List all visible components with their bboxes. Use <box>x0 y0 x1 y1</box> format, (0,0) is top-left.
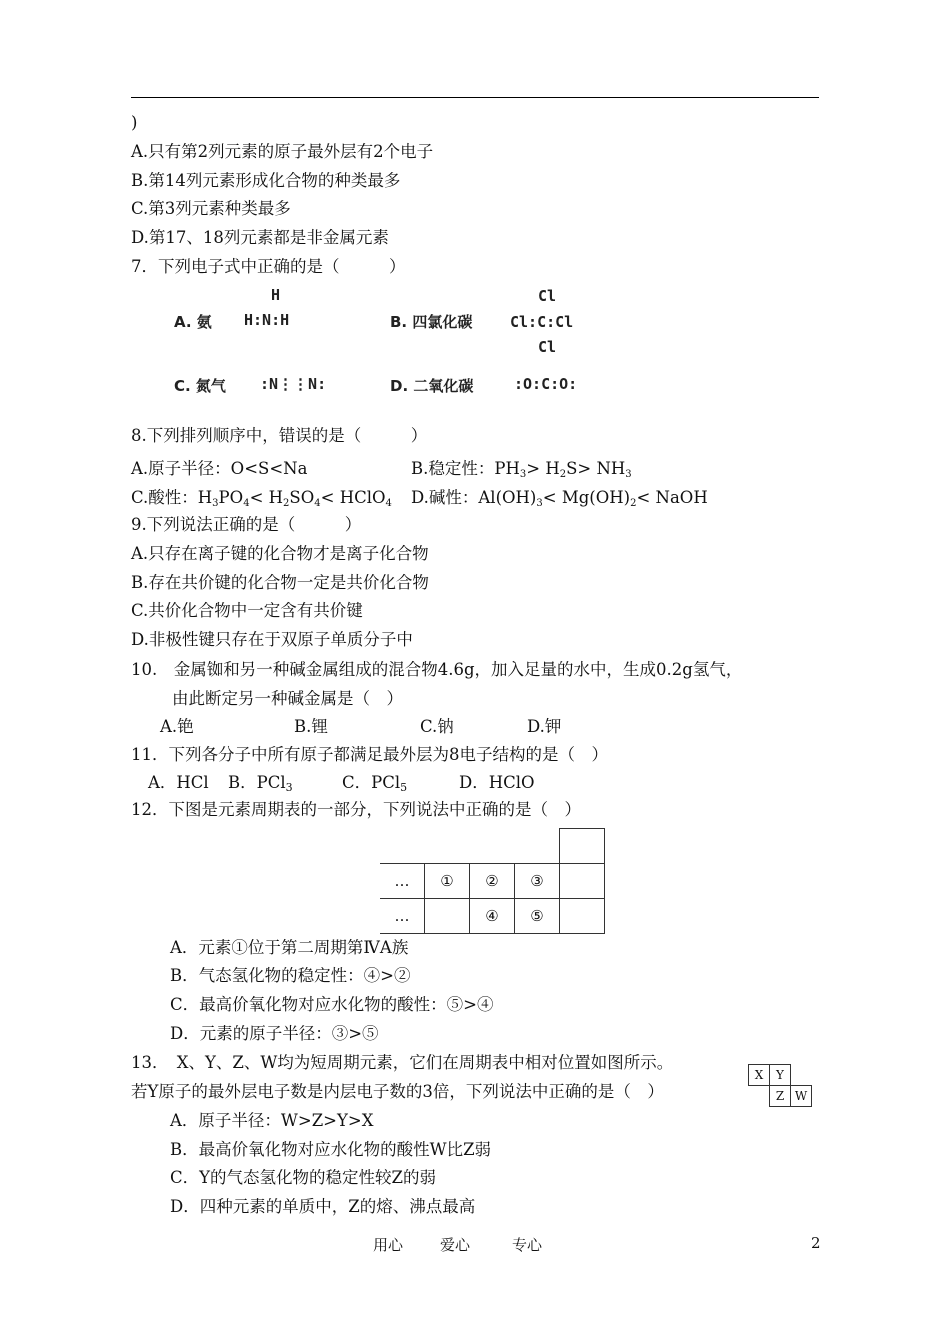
footer-text: 用心 <box>373 1236 404 1254</box>
fig-b-label: B. 四氯化碳 <box>390 313 473 331</box>
table-cell: X <box>749 1065 770 1086</box>
question-11: 11．下列各分子中所有原子都满足最外层为8电子结构的是（ ） <box>131 745 608 764</box>
option-a-q6: A.只有第2列元素的原子最外层有2个电子 <box>131 142 434 161</box>
table-cell: Z <box>770 1086 791 1107</box>
question-13: 13． X、Y、Z、W均为短周期元素，它们在周期表中相对位置如图所示。 <box>131 1053 674 1072</box>
text-line: ) <box>131 113 138 132</box>
option-c-q8: C.酸性：$H_3PO_4< H_2SO_4<$ HClO$_4$ <box>131 488 392 509</box>
fig-a-label: A. 氨 <box>174 313 212 331</box>
option-d-q12: D．元素的原子半径：③>⑤ <box>170 1024 379 1043</box>
question-10-cont: 由此断定另一种碱金属是（ ） <box>172 689 403 708</box>
fig-a-formula: H:N:H <box>244 311 290 329</box>
option-b-q9: B.存在共价键的化合物一定是共价化合物 <box>131 573 429 592</box>
table-cell: ⑤ <box>515 899 560 934</box>
table-cell <box>425 899 470 934</box>
option-d-q9: D.非极性键只存在于双原子单质分子中 <box>131 630 413 649</box>
option-c-q12: C．最高价氧化物对应水化物的酸性：⑤>④ <box>170 995 494 1014</box>
table-cell: W <box>791 1086 812 1107</box>
option-a-q12: A．元素①位于第二周期第ⅣA族 <box>170 938 409 957</box>
fig-b-top: Cl <box>538 287 557 305</box>
fig-d-formula: :O:C:O: <box>514 375 578 393</box>
table-cell <box>560 864 605 899</box>
option-d-q10: D.钾 <box>527 717 562 736</box>
question-12: 12．下图是元素周期表的一部分，下列说法中正确的是（ ） <box>131 800 581 819</box>
option-b-q11: B．PCl3 <box>228 773 293 794</box>
option-a-q9: A.只存在离子键的化合物才是离子化合物 <box>131 544 429 563</box>
option-a-q13: A．原子半径：W>Z>Y>X <box>170 1111 374 1130</box>
option-c-q6: C.第3列元素种类最多 <box>131 199 291 218</box>
table-cell: ④ <box>470 899 515 934</box>
xyzw-table <box>748 1064 812 1107</box>
periodic-table-fragment <box>380 828 605 934</box>
table-cell: … <box>380 864 425 899</box>
table-cell <box>560 899 605 934</box>
option-d-q13: D．四种元素的单质中，Z的熔、沸点最高 <box>170 1197 476 1216</box>
option-c-q9: C.共价化合物中一定含有共价键 <box>131 601 363 620</box>
option-b-q12: B．气态氢化物的稳定性：④>② <box>170 966 411 985</box>
option-b-q6: B.第14列元素形成化合物的种类最多 <box>131 171 401 190</box>
question-7: 7．下列电子式中正确的是（ ） <box>131 257 406 276</box>
table-cell: ② <box>470 864 515 899</box>
question-13-cont: 若Y原子的最外层电子数是内层电子数的3倍，下列说法中正确的是（ ） <box>131 1082 664 1101</box>
fig-d-label: D. 二氧化碳 <box>390 377 474 395</box>
question-10: 10. 金属铷和另一种碱金属组成的混合物4.6g，加入足量的水中，生成0.2g氢气， <box>131 660 743 679</box>
option-a-q11: A．HCl <box>148 773 209 792</box>
option-a-q10: A.铯 <box>160 717 194 736</box>
option-d-q11: D．HClO <box>459 773 535 792</box>
fig-b-formula: Cl:C:Cl <box>510 313 574 331</box>
table-cell: … <box>380 899 425 934</box>
footer-text: 专心 <box>512 1236 543 1254</box>
option-b-q10: B.锂 <box>294 717 328 736</box>
footer-text: 爱心 <box>440 1236 471 1254</box>
option-d-q6: D.第17、18列元素都是非金属元素 <box>131 228 389 247</box>
option-c-q13: C．Y的气态氢化物的稳定性较Z的弱 <box>170 1168 436 1187</box>
table-cell: ① <box>425 864 470 899</box>
fig-c-label: C. 氮气 <box>174 377 226 395</box>
option-c-q10: C.钠 <box>420 717 454 736</box>
page-number: 2 <box>811 1234 821 1252</box>
question-8: 8.下列排列顺序中，错误的是（ ） <box>131 426 428 445</box>
fig-b-bottom: Cl <box>538 338 557 356</box>
fig-c-formula: :N⋮⋮N: <box>260 375 327 393</box>
option-b-q13: B．最高价氧化物对应水化物的酸性W比Z弱 <box>170 1140 492 1159</box>
question-9: 9.下列说法正确的是（ ） <box>131 515 362 534</box>
fig-a-h: H <box>271 286 281 304</box>
table-cell: Y <box>770 1065 791 1086</box>
table-cell: ③ <box>515 864 560 899</box>
option-a-q8: A.原子半径：O<S<Na <box>131 459 308 478</box>
header-rule <box>131 97 819 98</box>
table-cell <box>560 829 605 864</box>
option-d-q8: D.碱性：$Al(OH)_3< Mg(OH)_2<$ NaOH <box>411 488 708 509</box>
option-b-q8: B.稳定性：$PH_3> H_2S> NH_3$ <box>411 459 632 480</box>
electron-formula-figure <box>168 284 593 404</box>
option-c-q11: C．PCl5 <box>342 773 408 794</box>
